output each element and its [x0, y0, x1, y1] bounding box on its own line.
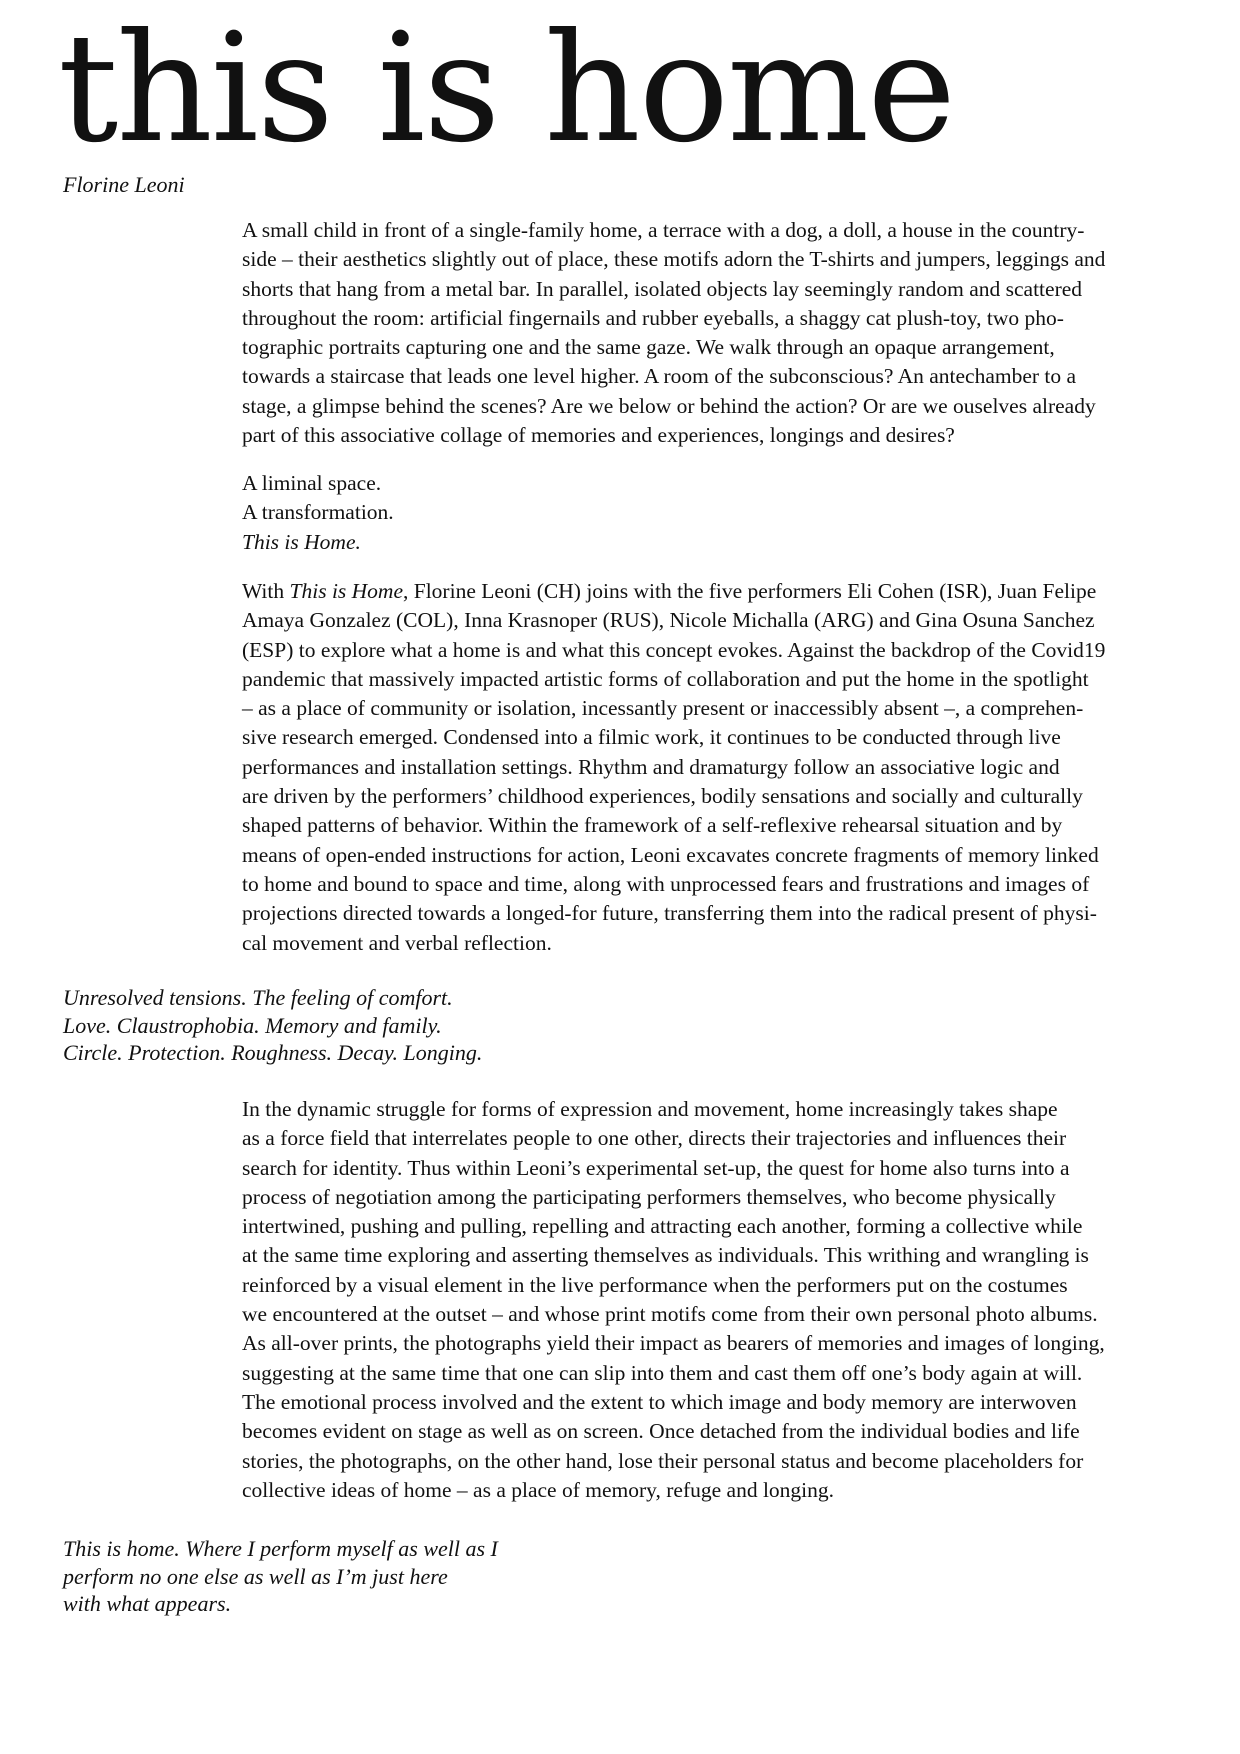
- paragraph-2: [242, 577, 1172, 958]
- paragraph-2-line: sive research emerged. Condensed into a filmic work, it continues to be conducted through live: [242, 725, 1061, 750]
- paragraph-3-line: The emotional process involved and the extent to which image and body memory are interwoven: [242, 1389, 1077, 1414]
- paragraph-3-line: reinforced by a visual element in the live performance when the performers put on the costumes: [242, 1272, 1068, 1297]
- pull-quote-1: [63, 984, 482, 1067]
- paragraph-2-line: cal movement and verbal reflection.: [242, 930, 552, 955]
- paragraph-3-line: becomes evident on stage as well as on screen. Once detached from the individual bodies and life: [242, 1419, 1080, 1444]
- paragraph-3-line: intertwined, pushing and pulling, repelling and attracting each another, forming a collective while: [242, 1214, 1083, 1239]
- stanza: [242, 469, 1172, 557]
- paragraph-2-line: are driven by the performers’ childhood experiences, bodily sensations and socially and culturally: [242, 784, 1083, 809]
- paragraph-2-line: performances and installation settings. Rhythm and dramaturgy follow an associative logic and: [242, 754, 1060, 779]
- paragraph-2-line: Amaya Gonzalez (COL), Inna Krasnoper (RUS), Nicole Michalla (ARG) and Gina Osuna Sanchez: [242, 608, 1095, 633]
- paragraph-2-line: shaped patterns of behavior. Within the framework of a self-reflexive rehearsal situation and by: [242, 813, 1063, 838]
- paragraph-3-line: at the same time exploring and asserting themselves as individuals. This writhing and wrangling is: [242, 1243, 1089, 1268]
- paragraph-2-lead-rest: , Florine Leoni (CH) joins with the five performers Eli Cohen (ISR), Juan Felipe: [403, 579, 1097, 603]
- paragraph-2-line: – as a place of community or isolation, incessantly present or inaccessibly absent –, a comprehen-: [242, 696, 1084, 721]
- paragraph-2-line: to home and bound to space and time, along with unprocessed fears and frustrations and images of: [242, 871, 1090, 896]
- pull-quote-line: Unresolved tensions. The feeling of comfort.: [63, 985, 453, 1010]
- paragraph-3-line: we encountered at the outset – and whose print motifs come from their own personal photo albums.: [242, 1302, 1098, 1327]
- pull-quote-line: with what appears.: [63, 1591, 232, 1616]
- pull-quote-line: This is home. Where I perform myself as well as I: [63, 1536, 498, 1561]
- pull-quote-line: Love. Claustrophobia. Memory and family.: [63, 1012, 442, 1038]
- paragraph-2-first-line: [242, 577, 1172, 606]
- paragraph-2-line: projections directed towards a longed-for future, transferring them into the radical present of physi-: [242, 901, 1097, 926]
- paragraph-2-line: means of open-ended instructions for action, Leoni excavates concrete fragments of memory linked: [242, 842, 1099, 867]
- author-name: Florine Leoni: [63, 172, 185, 197]
- paragraph-1-line: A small child in front of a single-family home, a terrace with a dog, a doll, a house in the country-: [242, 218, 1085, 242]
- pull-quote-line: Circle. Protection. Roughness. Decay. Longing.: [63, 1040, 483, 1065]
- paragraph-1-line: tographic portraits capturing one and the same gaze. We walk through an opaque arrangement,: [242, 335, 1055, 360]
- paragraph-3-line: collective ideas of home – as a place of memory, refuge and longing.: [242, 1477, 835, 1502]
- paragraph-3-line: suggesting at the same time that one can slip into them and cast them off one’s body again at will.: [242, 1360, 1083, 1385]
- paragraph-1-line: shorts that hang from a metal bar. In parallel, isolated objects lay seemingly random and scattered: [242, 276, 1083, 301]
- pull-quote-line: perform no one else as well as I’m just here: [63, 1563, 448, 1589]
- paragraph-3-line: In the dynamic struggle for forms of expression and movement, home increasingly takes shape: [242, 1097, 1058, 1121]
- paragraph-3-line: search for identity. Thus within Leoni’s experimental set-up, the quest for home also turns into a: [242, 1155, 1070, 1180]
- paragraph-2-lead: With: [242, 579, 290, 603]
- paragraph-1-line: part of this associative collage of memories and experiences, longings and desires?: [242, 423, 955, 448]
- paragraph-1-line: throughout the room: artificial fingernails and rubber eyeballs, a shaggy cat plush-toy, two pho-: [242, 305, 1064, 330]
- paragraph-3-line: process of negotiation among the participating performers themselves, who become physically: [242, 1184, 1056, 1209]
- paragraph-2-title-reference: This is Home: [289, 579, 403, 603]
- page-title: this is home: [58, 2, 955, 176]
- paragraph-3: [242, 1095, 1172, 1505]
- paragraph-2-line: pandemic that massively impacted artistic forms of collaboration and put the home in the spotlight: [242, 666, 1089, 691]
- paragraph-1: [242, 216, 1172, 450]
- paragraph-3-line: stories, the photographs, on the other hand, lose their personal status and become placeholders for: [242, 1448, 1084, 1473]
- pull-quote-2: [63, 1535, 498, 1618]
- paragraph-3-line: As all-over prints, the photographs yield their impact as bearers of memories and images of longing,: [242, 1331, 1105, 1356]
- paragraph-2-line: (ESP) to explore what a home is and what this concept evokes. Against the backdrop of the Covid19: [242, 637, 1106, 662]
- stanza-line: A liminal space.: [242, 471, 382, 495]
- paragraph-1-line: towards a staircase that leads one level higher. A room of the subconscious? An antechamber to a: [242, 364, 1077, 389]
- stanza-line-italic: This is Home.: [242, 529, 361, 554]
- paragraph-1-line: side – their aesthetics slightly out of place, these motifs adorn the T-shirts and jumpers, leggings and: [242, 247, 1106, 272]
- paragraph-1-line: stage, a glimpse behind the scenes? Are we below or behind the action? Or are we ouselves already: [242, 393, 1096, 418]
- paragraph-3-line: as a force field that interrelates people to one other, directs their trajectories and influences their: [242, 1126, 1067, 1151]
- stanza-line: A transformation.: [242, 500, 394, 525]
